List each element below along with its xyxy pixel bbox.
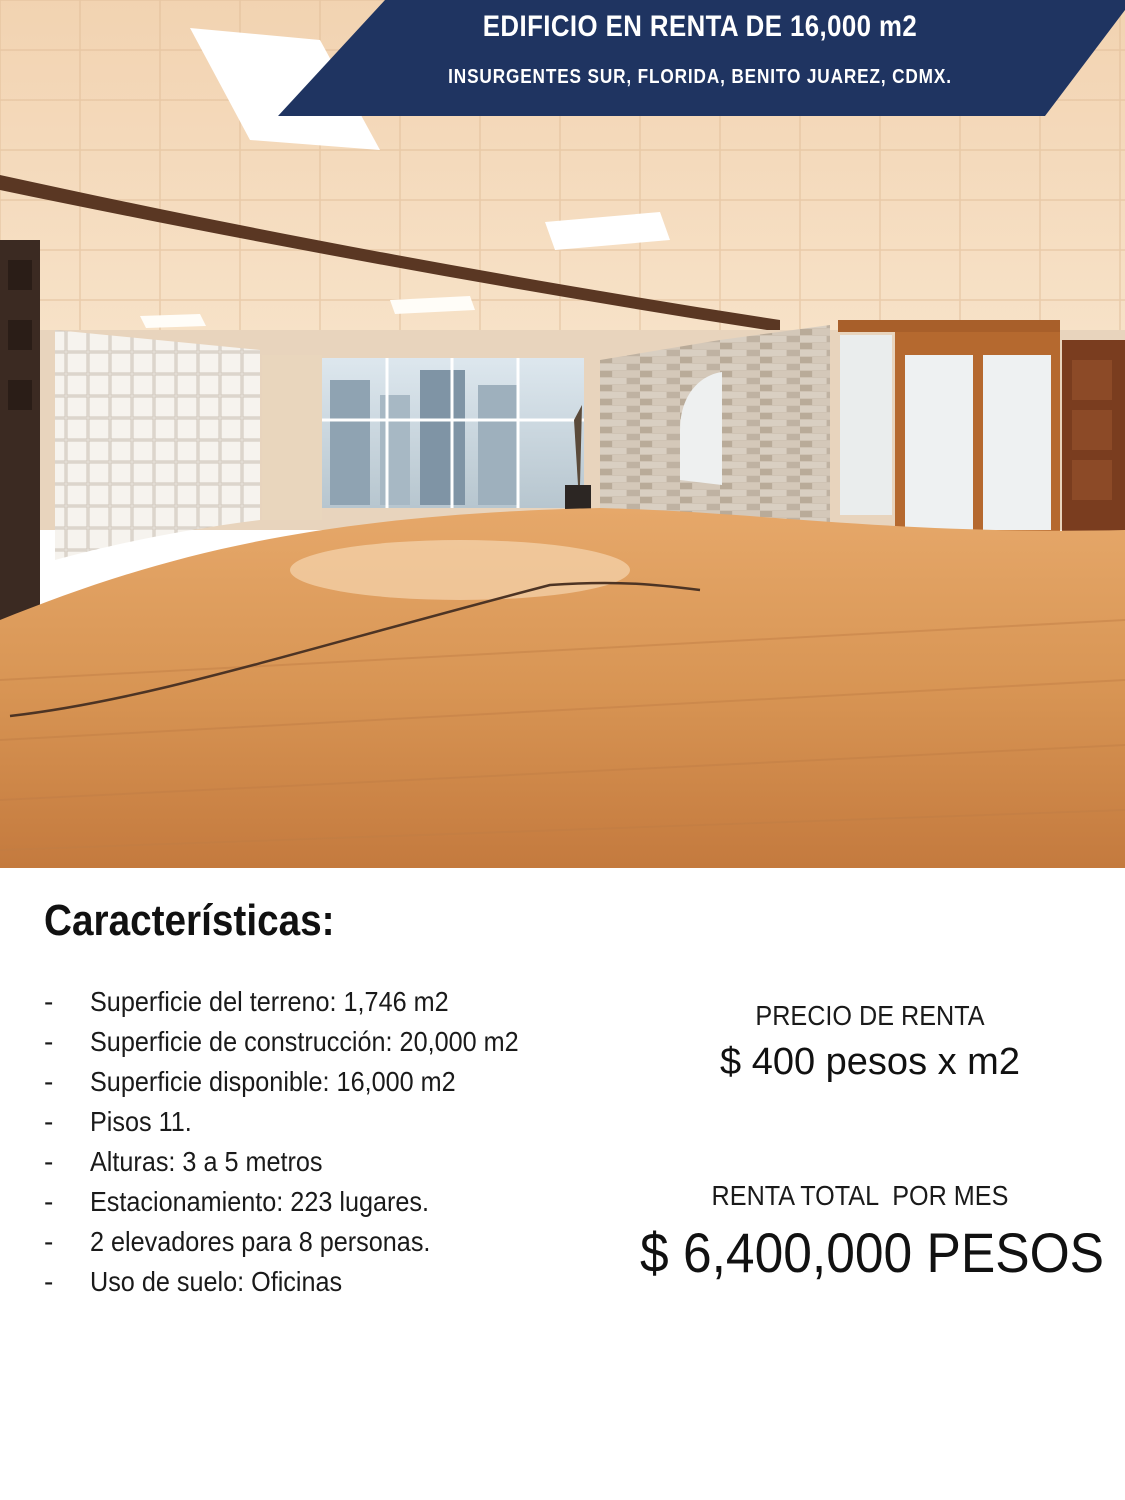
features-list: [40, 982, 640, 1302]
feature-text: Uso de suelo: Oficinas: [90, 1266, 343, 1297]
feature-text: Alturas: 3 a 5 metros: [90, 1146, 323, 1177]
rent-price-value: $ 400 pesos x m2: [720, 1041, 1020, 1083]
bullet-dash: -: [44, 1186, 54, 1217]
bullet-dash: -: [44, 1066, 54, 1097]
feature-text: Estacionamiento: 223 lugares.: [90, 1186, 430, 1217]
list-item: [40, 1022, 640, 1062]
banner-title: EDIFICIO EN RENTA DE 16,000 m2: [482, 10, 918, 43]
list-item: [40, 1262, 640, 1302]
total-rent-label: RENTA TOTAL POR MES: [711, 1180, 1009, 1211]
feature-text: Superficie del terreno: 1,746 m2: [90, 986, 449, 1017]
bullet-dash: -: [44, 1226, 54, 1257]
list-item: [40, 1062, 640, 1102]
title-banner: [0, 0, 1125, 116]
feature-text: Pisos 11.: [90, 1106, 192, 1137]
bullet-dash: -: [44, 1026, 54, 1057]
bullet-dash: -: [44, 986, 54, 1017]
rent-price-label: PRECIO DE RENTA: [755, 1000, 985, 1031]
list-item: [40, 1222, 640, 1262]
bullet-dash: -: [44, 1266, 54, 1297]
feature-text: Superficie disponible: 16,000 m2: [90, 1066, 456, 1097]
bullet-dash: -: [44, 1106, 54, 1137]
total-rent-value: $ 6,400,000 PESOS: [640, 1221, 1105, 1284]
list-item: [40, 1182, 640, 1222]
bullet-dash: -: [44, 1146, 54, 1177]
banner-address: INSURGENTES SUR, FLORIDA, BENITO JUAREZ, CDMX.: [448, 66, 952, 88]
list-item: [40, 982, 640, 1022]
features-heading: Características:: [44, 896, 335, 945]
feature-text: 2 elevadores para 8 personas.: [90, 1226, 431, 1257]
list-item: [40, 1142, 640, 1182]
feature-text: Superficie de construcción: 20,000 m2: [90, 1026, 519, 1057]
list-item: [40, 1102, 640, 1142]
